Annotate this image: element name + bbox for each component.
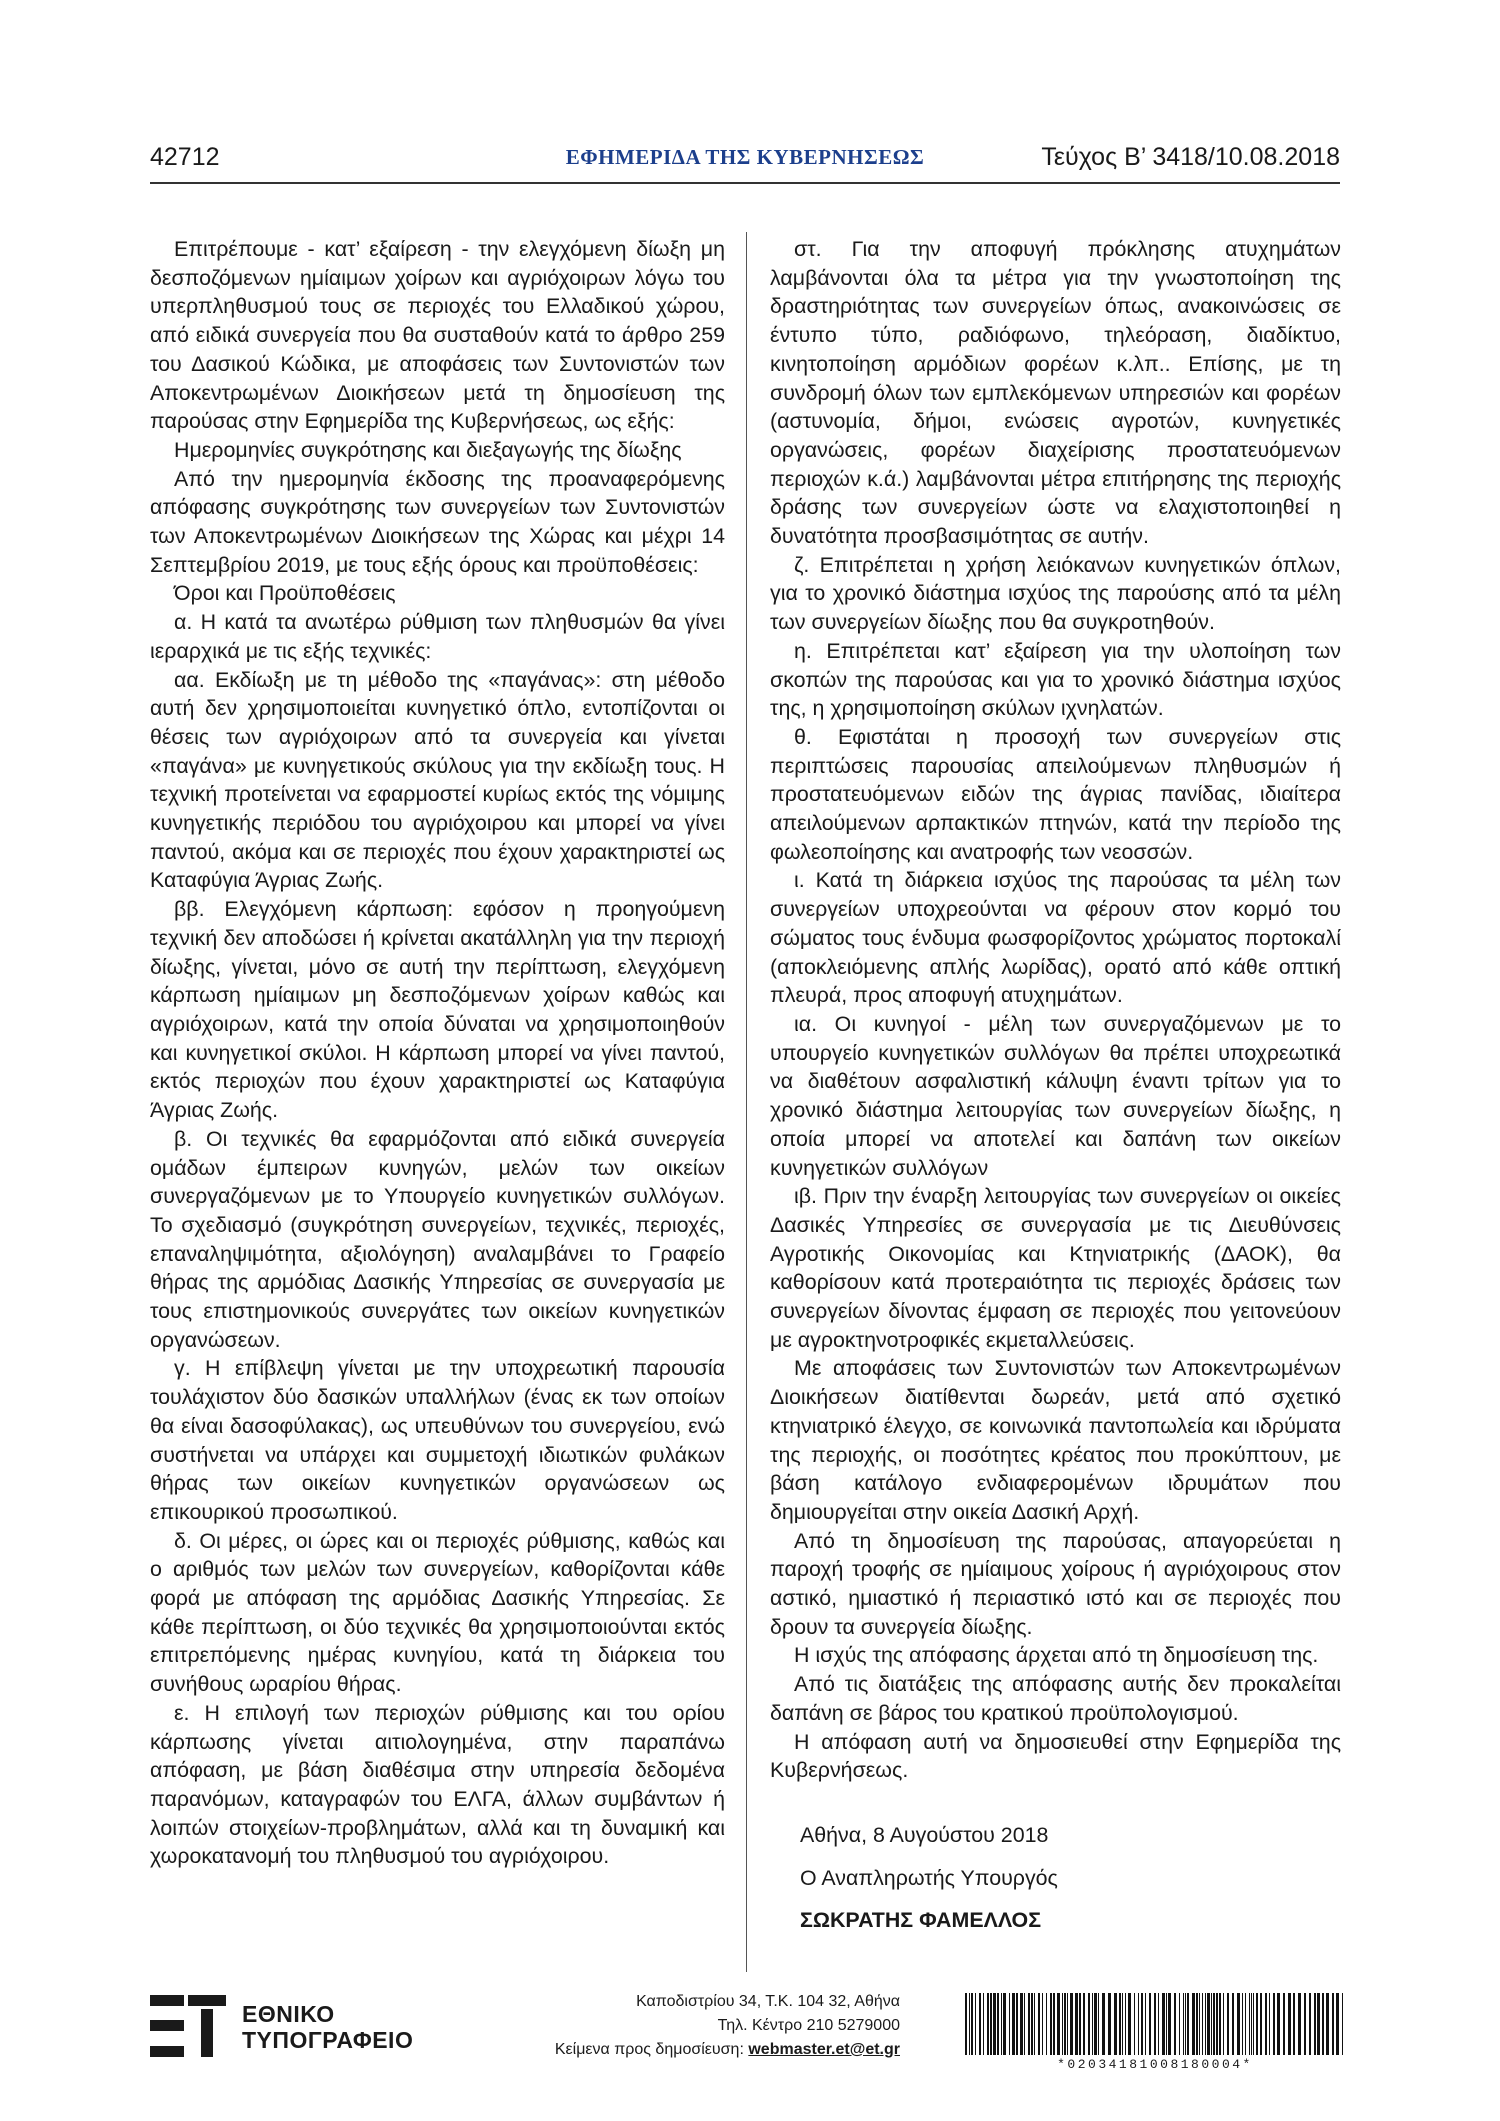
paragraph: αα. Εκδίωξη με τη μέθοδο της «παγάνας»: στη μέθοδο αυτή δεν χρησιμοποιείται κυνηγετικό όπλο, εντοπίζονται οι θέσεις των αγριόχοιρων από τα συνεργεία και γίνεται «παγάνα» με κυνηγετικούς σκύλους για την εκδίωξη τους. Η τεχνική προτείνεται να εφαρμοστεί κυρίως εκτός της νόμιμης κυνηγετικής περιόδου του αγριόχοιρου και μπορεί να γίνει παντού, ακόμα και σε περιοχές που έχουν χαρακτηριστεί ως Καταφύγια Άγριας Ζωής.: [150, 667, 725, 893]
page-number: 42712: [150, 143, 220, 171]
barcode-bar: [1293, 1993, 1295, 2055]
barcode-bar: [1174, 1993, 1176, 2055]
national-printing-office-logo: [150, 1995, 450, 2057]
barcode-bar: [1102, 1993, 1105, 2055]
barcode-bar: [1326, 1993, 1329, 2055]
logo-line-2: ΤΥΠΟΓΡΑΦΕΙΟ: [242, 2027, 414, 2053]
barcode-bar: [1288, 1993, 1291, 2055]
barcode-bar: [1149, 1993, 1151, 2055]
barcode-bar: [969, 1993, 970, 2055]
barcode-bar: [1232, 1993, 1234, 2055]
barcode-bar: [1202, 1993, 1203, 2055]
right-column: [770, 235, 1341, 1935]
barcode-bar: [1223, 1993, 1224, 2055]
barcode-bar: [1251, 1993, 1252, 2055]
barcode-bar: [1196, 1993, 1198, 2055]
signature-title: Ο Αναπληρωτής Υπουργός: [800, 1865, 1058, 1890]
barcode-bar: [1298, 1993, 1301, 2055]
barcode-bar: [1145, 1993, 1146, 2055]
barcode-bar: [997, 1993, 999, 2055]
gazette-title: ΕΦΗΜΕΡΙΔΑ ΤΗΣ ΚΥΒΕΡΝΗΣΕΩΣ: [565, 145, 925, 169]
barcode-bar: [1062, 1993, 1063, 2055]
logo-text: [242, 2001, 413, 2053]
signature-name: ΣΩΚΡΑΤΗΣ ΦΑΜΕΛΛΟΣ: [800, 1908, 1042, 1933]
barcode-bar: [1322, 1993, 1324, 2055]
barcode-bar: [1038, 1993, 1040, 2055]
barcode-bar: [1094, 1993, 1097, 2055]
barcode-bar: [1079, 1993, 1081, 2055]
barcode-bar: [1242, 1993, 1243, 2055]
barcode-bar: [1183, 1993, 1184, 2055]
paragraph: ββ. Ελεγχόμενη κάρπωση: εφόσον η προηγούμενη τεχνική δεν αποδώσει ή κρίνεται ακατάλληλη για την περιοχή δίωξης, γίνεται, μόνο σε αυτή την περίπτωση, ελεγχόμενη κάρπωση ημίαιμων μη δεσποζόμενων χοίρων καθώς και αγριόχοιρων, κατά την οποία δύναται να χρησιμοποιηθούν και κυνηγετικοί σκύλοι. Η κάρπωση μπορεί να γίνει παντού, εκτός περιοχών που έχουν χαρακτηριστεί ως Καταφύγια Άγριας Ζωής.: [150, 897, 725, 1123]
column-divider: [746, 232, 747, 1972]
barcode-bar: [1042, 1993, 1043, 2055]
footer-phone: Τηλ. Κέντρο 210 5279000: [717, 2017, 900, 2034]
barcode-bar: [1219, 1993, 1221, 2055]
header-rule: [150, 182, 1340, 184]
barcode-bar: [1227, 1993, 1229, 2055]
paragraph: η. Επιτρέπεται κατ’ εξαίρεση για την υλοποίηση των σκοπών της παρούσας και για το χρονικό διάστημα ισχύος της, η χρησιμοποίηση σκύλων ιχνηλατών.: [770, 638, 1341, 721]
footer-email-label: Κείμενα προς δημοσίευση:: [554, 2041, 744, 2058]
barcode-bar: [1245, 1993, 1246, 2055]
barcode-bar: [1207, 1993, 1210, 2055]
footer-email-link[interactable]: webmaster.et@et.gr: [748, 2041, 900, 2058]
barcode-bar: [1053, 1993, 1055, 2055]
paragraph: Η απόφαση αυτή να δημοσιευθεί στην Εφημερίδα της Κυβερνήσεως.: [770, 1729, 1341, 1783]
barcode-bar: [1034, 1993, 1035, 2055]
barcode-bar: [1012, 1993, 1015, 2055]
barcode-bar: [1317, 1993, 1320, 2055]
paragraph: ζ. Επιτρέπεται η χρήση λειόκανων κυνηγετικών όπλων, για το χρονικό διάστημα ισχύος της παρούσης από τα μέλη των συνεργείων δίωξης που θα συγκροτηθούν.: [770, 552, 1341, 635]
barcode-bar: [1216, 1993, 1218, 2055]
paragraph: ιβ. Πριν την έναρξη λειτουργίας των συνεργείων οι οικείες Δασικές Υπηρεσίες σε συνεργασία με τις Διευθύνσεις Αγροτικής Οικονομίας και Κτηνιατρικής (ΔΑΟΚ), θα καθορίσουν κατά προτεραιότητα τις περιοχές δράσεις των συνεργείων δίνοντας έμφαση σε περιοχές που γειτονεύουν με αγροκτηνοτροφικές εκμεταλλεύσεις.: [770, 1184, 1341, 1352]
issue-number: Τεύχος Β’ 3418/10.08.2018: [1041, 143, 1340, 171]
paragraph: γ. Η επίβλεψη γίνεται με την υποχρεωτική παρουσία τουλάχιστον δύο δασικών υπαλλήλων (ένας εκ των οποίων θα είναι δασοφύλακας), ως υπευθύνων του συνεργείου, ενώ συστήνεται να υπάρχει και συμμετοχή ιδιωτικών φυλάκων θήρας των οικείων κυνηγετικών οργανώσεων ως επικουρικού προσωπικού.: [150, 1356, 725, 1524]
paragraph: θ. Εφιστάται η προσοχή των συνεργείων στις περιπτώσεις παρουσίας απειλούμενων πληθυσμών ή προστατευόμενων ειδών της άγριας πανίδας, ιδιαίτερα απειλούμενων αρπακτικών πτηνών, κατά την περίοδο της φωλεοποίησης και ανατροφής των νεοσσών.: [770, 724, 1341, 864]
barcode-bar: [1125, 1993, 1126, 2055]
left-column: [150, 235, 725, 1871]
barcode-bar: [1154, 1993, 1156, 2055]
barcode-bar: [1031, 1993, 1033, 2055]
barcode-bar: [1057, 1993, 1060, 2055]
barcode-bar: [1119, 1993, 1121, 2055]
barcode-bar: [1001, 1993, 1002, 2055]
paragraph: ι. Κατά τη διάρκεια ισχύος της παρούσας τα μέλη των συνεργείων υποχρεούνται να φέρουν στον κορμό του σώματος τους ένδυμα φωσφορίζοντος χρώματος πορτοκαλί (αποκλειόμενης απλής λωρίδας), ορατό από κάθε οπτική πλευρά, προς αποφυγή ατυχημάτων.: [770, 868, 1341, 1008]
barcode-bar: [1187, 1993, 1189, 2055]
paragraph: ια. Οι κυνηγοί - μέλη των συνεργαζόμενων με το υπουργείο κυνηγετικών συλλόγων θα πρέπει υποχρεωτικά να διαθέτουν ασφαλιστική κάλυψη έναντι τρίτων για το χρονικό διάστημα λειτουργίας των συνεργείων δίωξης, η οποία μπορεί να αποτελεί και δαπάνη των οικείων κυνηγετικών συλλόγων: [770, 1011, 1341, 1180]
barcode-bar: [1205, 1993, 1206, 2055]
barcode-bar: [993, 1993, 996, 2055]
barcode-bar: [983, 1993, 984, 2055]
barcode-bar: [987, 1993, 989, 2055]
paragraph: Με αποφάσεις των Συντονιστών των Αποκεντρωμένων Διοικήσεων διατίθενται δωρεάν, μετά από σχετικό κτηνιατρικό έλεγχο, σε κοινωνικά παντοπωλεία και ιδρύματα της περιοχής, οι ποσότητες κρέατος που προκύπτουν, με βάση κατάλογο ενδιαφερομένων ιδρυμάτων που δημιουργείται στην οικεία Δασική Αρχή.: [770, 1356, 1341, 1524]
barcode-bar: [1253, 1993, 1254, 2055]
barcode-bar: [1009, 1993, 1010, 2055]
barcode-bar: [1020, 1993, 1023, 2055]
barcode-bar: [1336, 1993, 1339, 2055]
signature-place-date: Αθήνα, 8 Αυγούστου 2018: [800, 1822, 1049, 1847]
barcode-bar: [1162, 1993, 1165, 2055]
barcode-bar: [1342, 1993, 1343, 2055]
et-logo-icon: [150, 1995, 226, 2057]
barcode-bar: [1003, 1993, 1006, 2055]
barcode-bar: [1273, 1993, 1275, 2055]
paragraph: Ημερομηνίες συγκρότησης και διεξαγωγής της δίωξης: [174, 437, 682, 462]
barcode-bar: [1185, 1993, 1186, 2055]
barcode-bar: [1166, 1993, 1167, 2055]
barcode-bar: [1141, 1993, 1143, 2055]
barcode-bar: [1070, 1993, 1073, 2055]
barcode-bar: [1108, 1993, 1111, 2055]
paragraph: Από τη δημοσίευση της παρούσας, απαγορεύεται η παροχή τροφής σε ημίαιμους χοίρους ή αγριόχοιρους στον αστικό, ημιαστικό ή περιαστικό ιστό και σε περιοχές που δρουν τα συνεργεία δίωξης.: [770, 1528, 1341, 1639]
barcode-bar: [990, 1993, 992, 2055]
logo-line-1: ΕΘΝΙΚΟ: [242, 2001, 335, 2027]
barcode-bar: [1138, 1993, 1139, 2055]
barcode-bar: [1028, 1993, 1030, 2055]
barcode-bar: [1158, 1993, 1159, 2055]
barcode-bar: [1179, 1993, 1180, 2055]
barcode-bar: [1309, 1993, 1311, 2055]
barcode-bar: [1256, 1993, 1258, 2055]
barcode-bar: [971, 1993, 973, 2055]
barcode-bar: [1283, 1993, 1285, 2055]
barcode-bar: [1265, 1993, 1267, 2055]
barcode-bar: [1277, 1993, 1280, 2055]
barcode-bar: [1098, 1993, 1099, 2055]
barcode-bar: [1192, 1993, 1195, 2055]
barcode-bar: [1088, 1993, 1090, 2055]
barcode-bar: [1314, 1993, 1316, 2055]
paragraph: ε. Η επιλογή των περιοχών ρύθμισης και του ορίου κάρπωσης γίνεται αιτιολογημένα, στην παραπάνω απόφαση, με βάση διαθέσιμα στην υπηρεσία δεδομένα παρανόμων, καταγραφών του ΕΛΓΑ, άλλων συμβάντων ή λοιπών στοιχείων-προβλημάτων, αλλά και τη δυναμική και χωροκατανομή του πληθυσμού του αγριόχοιρου.: [150, 1700, 725, 1869]
barcode-bar: [1213, 1993, 1215, 2055]
barcode-bar: [1134, 1993, 1135, 2055]
barcode-bar: [1050, 1993, 1052, 2055]
paragraph: Επιτρέπουμε - κατ’ εξαίρεση - την ελεγχόμενη δίωξη μη δεσποζόμενων ημίαιμων χοίρων και αγριόχοιρων λόγω του υπερπληθυσμού τους σε περιοχές του Ελλαδικού χώρου, από ειδικά συνεργεία που θα συσταθούν κατά το άρθρο 259 του Δασικού Κώδικα, με αποφάσεις των Συντονιστών των Αποκεντρωμένων Διοικήσεων μετά τη δημοσίευση της παρούσας στην Εφημερίδα της Κυβερνήσεως, ως εξής:: [150, 237, 725, 434]
barcode-icon: [965, 1993, 1345, 2055]
paragraph: α. Η κατά τα ανωτέρω ρύθμιση των πληθυσμών θα γίνει ιεραρχικά με τις εξής τεχνικές:: [150, 610, 725, 663]
paragraph: Από τις διατάξεις της απόφασης αυτής δεν προκαλείται δαπάνη σε βάρος του κρατικού προϋπολογισμού.: [770, 1672, 1341, 1725]
paragraph: Η ισχύς της απόφασης άρχεται από τη δημοσίευση της.: [794, 1643, 1319, 1668]
barcode-bar: [1211, 1993, 1212, 2055]
barcode-bar: [1064, 1993, 1066, 2055]
footer-email-line: [500, 2038, 900, 2062]
paragraph: Από την ημερομηνία έκδοσης της προαναφερόμενης απόφασης συγκρότησης των συνεργείων των Συντονιστών των Αποκεντρωμένων Διοικήσεων της Χώρας και μέχρι 14 Σεπτεμβρίου 2019, με τους εξής όρους και προϋποθέσεις:: [150, 466, 725, 577]
barcode-bar: [1016, 1993, 1018, 2055]
paragraph: στ. Για την αποφυγή πρόκλησης ατυχημάτων λαμβάνονται όλα τα μέτρα για την γνωστοποίηση της δραστηριότητας των συνεργείων όπως, ανακοινώσεις σε έντυπο τύπο, ραδιόφωνο, τηλεόραση, διαδίκτυο, κινητοποίηση αρμόδιων φορέων κ.λπ.. Επίσης, με τη συνδρομή όλων των εμπλεκόμενων υπηρεσιών και φορέων (αστυνομία, δήμοι, ενώσεις αγροτών, κυνηγετικές οργανώσεις, φορέων διαχείρισης προστατευόμενων περιοχών κ.ά.) λαμβάνονται μέτρα επιτήρησης της περιοχής δράσης των συνεργείων ώστε να ελαχιστοποιηθεί η δυνατότητα προσβασιμότητας σε αυτήν.: [770, 237, 1341, 549]
barcode-bar: [1249, 1993, 1250, 2055]
barcode-bar: [979, 1993, 981, 2055]
barcode-bar: [1122, 1993, 1123, 2055]
barcode-bar: [1304, 1993, 1306, 2055]
barcode-bar: [1075, 1993, 1078, 2055]
barcode-bar: [1199, 1993, 1200, 2055]
barcode-bar: [1332, 1993, 1334, 2055]
page-header: [150, 143, 1340, 183]
barcode-bar: [1046, 1993, 1047, 2055]
paragraph: Όροι και Προϋποθέσεις: [174, 581, 396, 606]
barcode-bar: [1260, 1993, 1262, 2055]
barcode-bar: [965, 1993, 967, 2055]
barcode-bar: [1168, 1993, 1171, 2055]
barcode-number: *02034181008180004*: [1057, 2057, 1253, 2072]
barcode-bar: [1067, 1993, 1068, 2055]
paragraph: β. Οι τεχνικές θα εφαρμόζονται από ειδικά συνεργεία ομάδων έμπειρων κυνηγών, μελών των οικείων συνεργαζόμενων με το Υπουργείο κυνηγετικών συλλόγων. Το σχεδιασμό (συγκρότηση συνεργείων, τεχνικές, περιοχές, επαναληψιμότητα, αξιολόγηση) αναλαμβάνει το Γραφείο θήρας της αρμόδιας Δασικής Υπηρεσίας σε συνεργασία με τους επιστημονικούς συνεργάτες των οικείων κυνηγετικών οργανώσεων.: [150, 1126, 725, 1352]
barcode-bar: [1128, 1993, 1131, 2055]
footer-contact: [500, 1990, 900, 2062]
footer-address: Καποδιστρίου 34, Τ.Κ. 104 32, Αθήνα: [636, 1993, 900, 2010]
barcode-bar: [1269, 1993, 1270, 2055]
barcode-bar: [1237, 1993, 1240, 2055]
barcode-bar: [1114, 1993, 1117, 2055]
barcode-bar: [1024, 1993, 1025, 2055]
barcode-bar: [1092, 1993, 1093, 2055]
paragraph: δ. Οι μέρες, οι ώρες και οι περιοχές ρύθμισης, καθώς και ο αριθμός των μελών των συνεργείων, καθορίζονται κάθε φορά με απόφαση της αρμόδιας Δασικής Υπηρεσίας. Σε κάθε περίπτωση, οι δύο τεχνικές θα χρησιμοποιούνται εκτός επιτρεπόμενης ημέρας κυνηγίου, κατά τη διάρκεια του συνήθους ωραρίου θήρας.: [150, 1528, 725, 1697]
barcode-bar: [975, 1993, 976, 2055]
barcode-bar: [1083, 1993, 1085, 2055]
